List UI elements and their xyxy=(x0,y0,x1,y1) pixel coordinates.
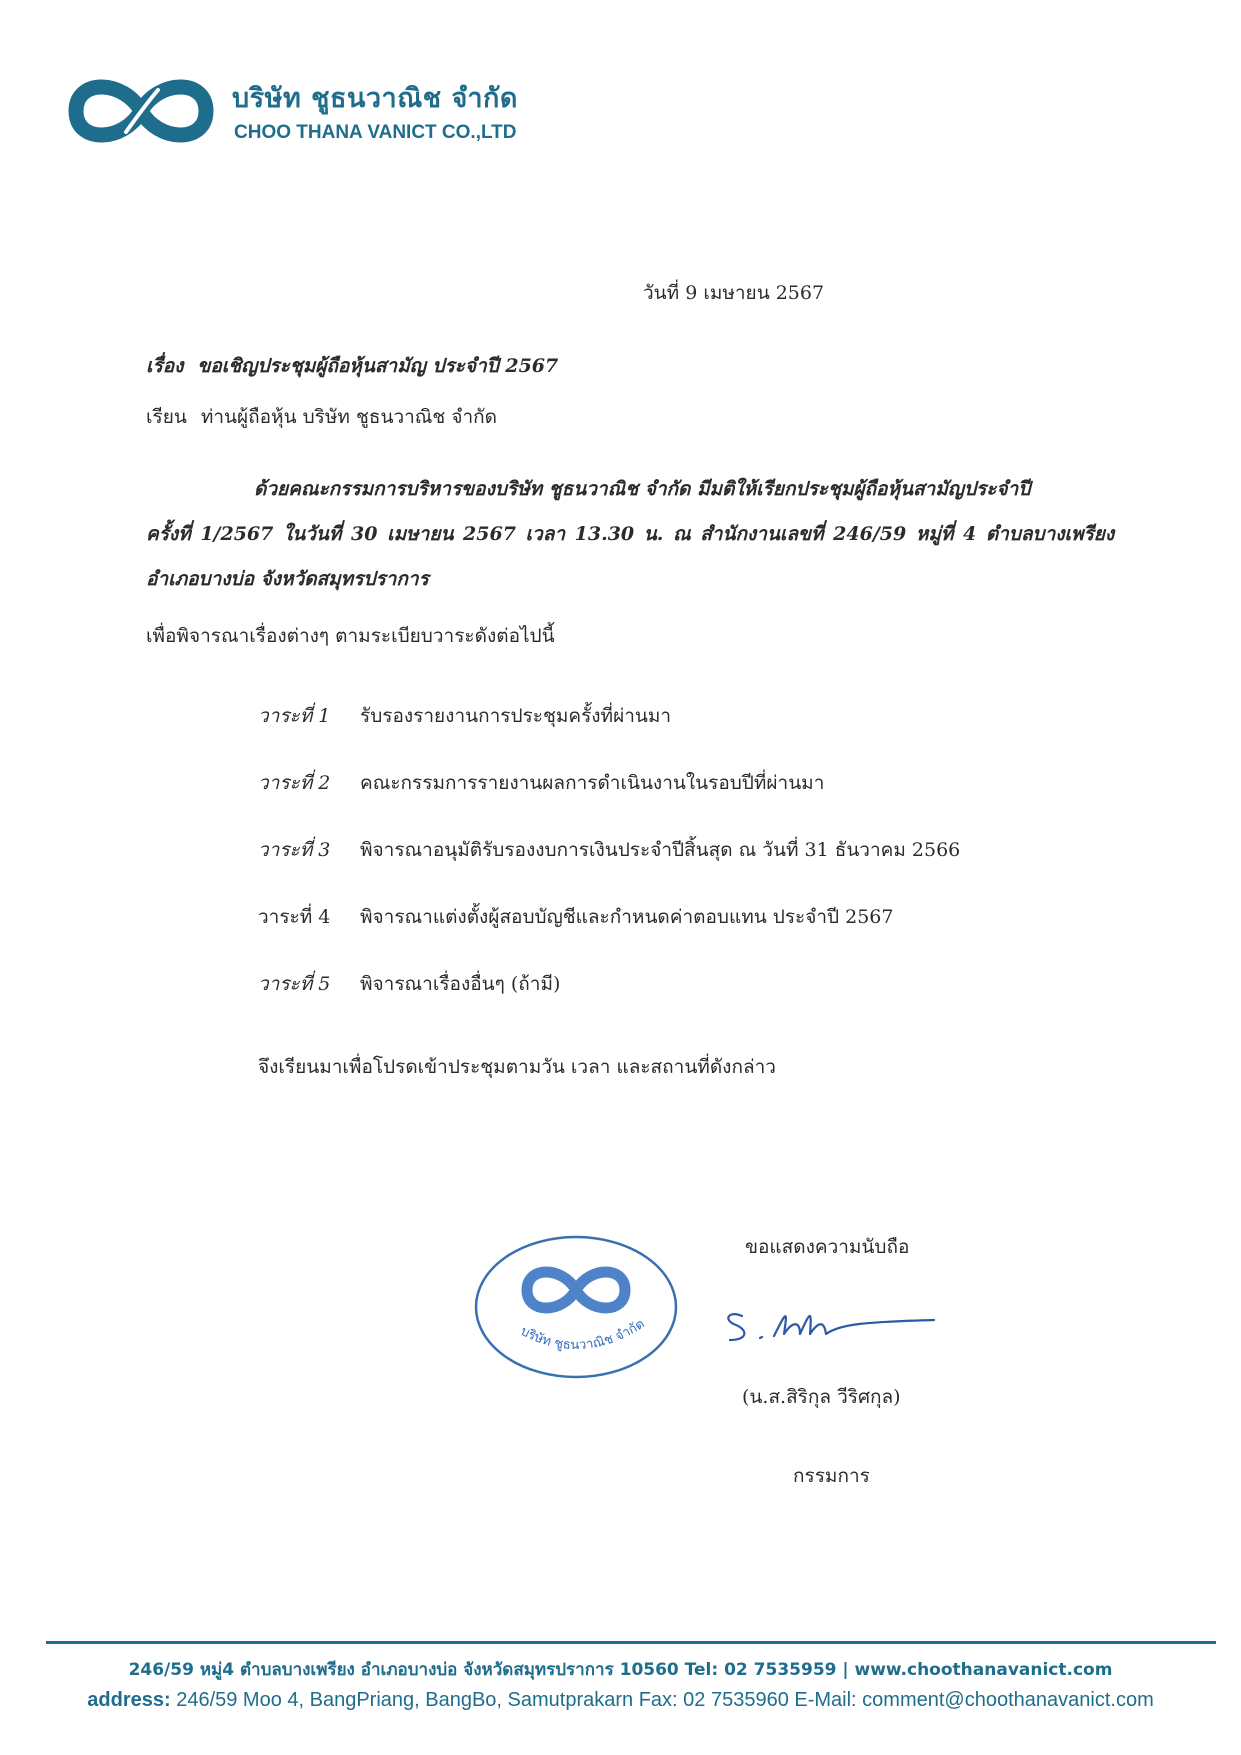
company-name-english: CHOO THANA VANICT CO.,LTD xyxy=(234,122,517,143)
signature-icon xyxy=(714,1294,954,1354)
footer-english-address xyxy=(0,1689,1241,1712)
regards-text: ขอแสดงความนับถือ xyxy=(745,1236,910,1258)
letter-date: วันที่ 9 เมษายน 2567 xyxy=(643,282,825,304)
addressee-label: เรียน xyxy=(146,406,187,428)
company-stamp-icon xyxy=(472,1232,680,1382)
svg-text:บริษัท ชูธนวาณิช จำกัด: บริษัท ชูธนวาณิช จำกัด xyxy=(517,1316,648,1354)
addressee-text: ท่านผู้ถือหุ้น บริษัท ชูธนวาณิช จำกัด xyxy=(200,406,497,428)
agenda-text: รับรองรายงานการประชุมครั้งที่ผ่านมา xyxy=(360,705,672,727)
subject-line xyxy=(146,357,558,376)
agenda-label: วาระที่ 4 xyxy=(258,906,331,928)
footer-thai-address: 246/59 หมู่4 ตำบลบางเพรียง อำเภอบางบ่อ จังหวัดสมุทรปราการ 10560 Tel: 02 7535959 | www.choothanavanict.com xyxy=(128,1660,1113,1680)
footer-divider xyxy=(46,1641,1216,1644)
body-paragraph-line-2: ครั้งที่ 1/2567 ในวันที่ 30 เมษายน 2567 เวลา 13.30 น. ณ สำนักงานเลขที่ 246/59 หมู่ที่ 4 ตำบลบางเพรียง xyxy=(146,523,1115,545)
infinity-logo-icon xyxy=(66,70,216,152)
addressee-line xyxy=(146,408,497,427)
footer-address-text: 246/59 Moo 4, BangPriang, BangBo, Samutprakarn Fax: 02 7535960 E-Mail: comment@choothanavanict.com xyxy=(170,1689,1154,1711)
body-paragraph-line-4: เพื่อพิจารณาเรื่องต่างๆ ตามระเบียบวาระดังต่อไปนี้ xyxy=(146,625,555,647)
agenda-text: พิจารณาอนุมัติรับรองงบการเงินประจำปีสิ้นสุด ณ วันที่ 31 ธันวาคม 2566 xyxy=(360,839,961,861)
agenda-text: พิจารณาเรื่องอื่นๆ (ถ้ามี) xyxy=(360,973,561,995)
signatory-name: (น.ส.สิริกุล วีริศกุล) xyxy=(742,1386,901,1408)
svg-text:S.Uhh: S.Uhh xyxy=(714,1352,718,1353)
company-name-thai: บริษัท ชูธนวาณิช จำกัด xyxy=(232,83,518,114)
agenda-text: คณะกรรมการรายงานผลการดำเนินงานในรอบปีที่ผ่านมา xyxy=(360,772,825,794)
agenda-text: พิจารณาแต่งตั้งผู้สอบบัญชีและกำหนดค่าตอบแทน ประจำปี 2567 xyxy=(360,906,894,928)
agenda-label: วาระที่ 3 xyxy=(258,839,331,861)
subject-text: ขอเชิญประชุมผู้ถือหุ้นสามัญ ประจำปี 2567 xyxy=(197,355,559,377)
body-paragraph-line-3: อำเภอบางบ่อ จังหวัดสมุทรปราการ xyxy=(146,568,429,590)
agenda-label: วาระที่ 5 xyxy=(258,973,331,995)
footer-address-label: address: xyxy=(87,1689,171,1711)
closing-sentence: จึงเรียนมาเพื่อโปรดเข้าประชุมตามวัน เวลา และสถานที่ดังกล่าว xyxy=(258,1056,776,1078)
subject-label: เรื่อง xyxy=(146,355,184,377)
agenda-label: วาระที่ 1 xyxy=(258,705,331,727)
body-paragraph-line-1: ด้วยคณะกรรมการบริหารของบริษัท ชูธนวาณิช จำกัด มีมติให้เรียกประชุมผู้ถือหุ้นสามัญประจำปี xyxy=(254,478,1031,500)
agenda-label: วาระที่ 2 xyxy=(258,772,331,794)
signatory-position: กรรมการ xyxy=(793,1465,870,1487)
